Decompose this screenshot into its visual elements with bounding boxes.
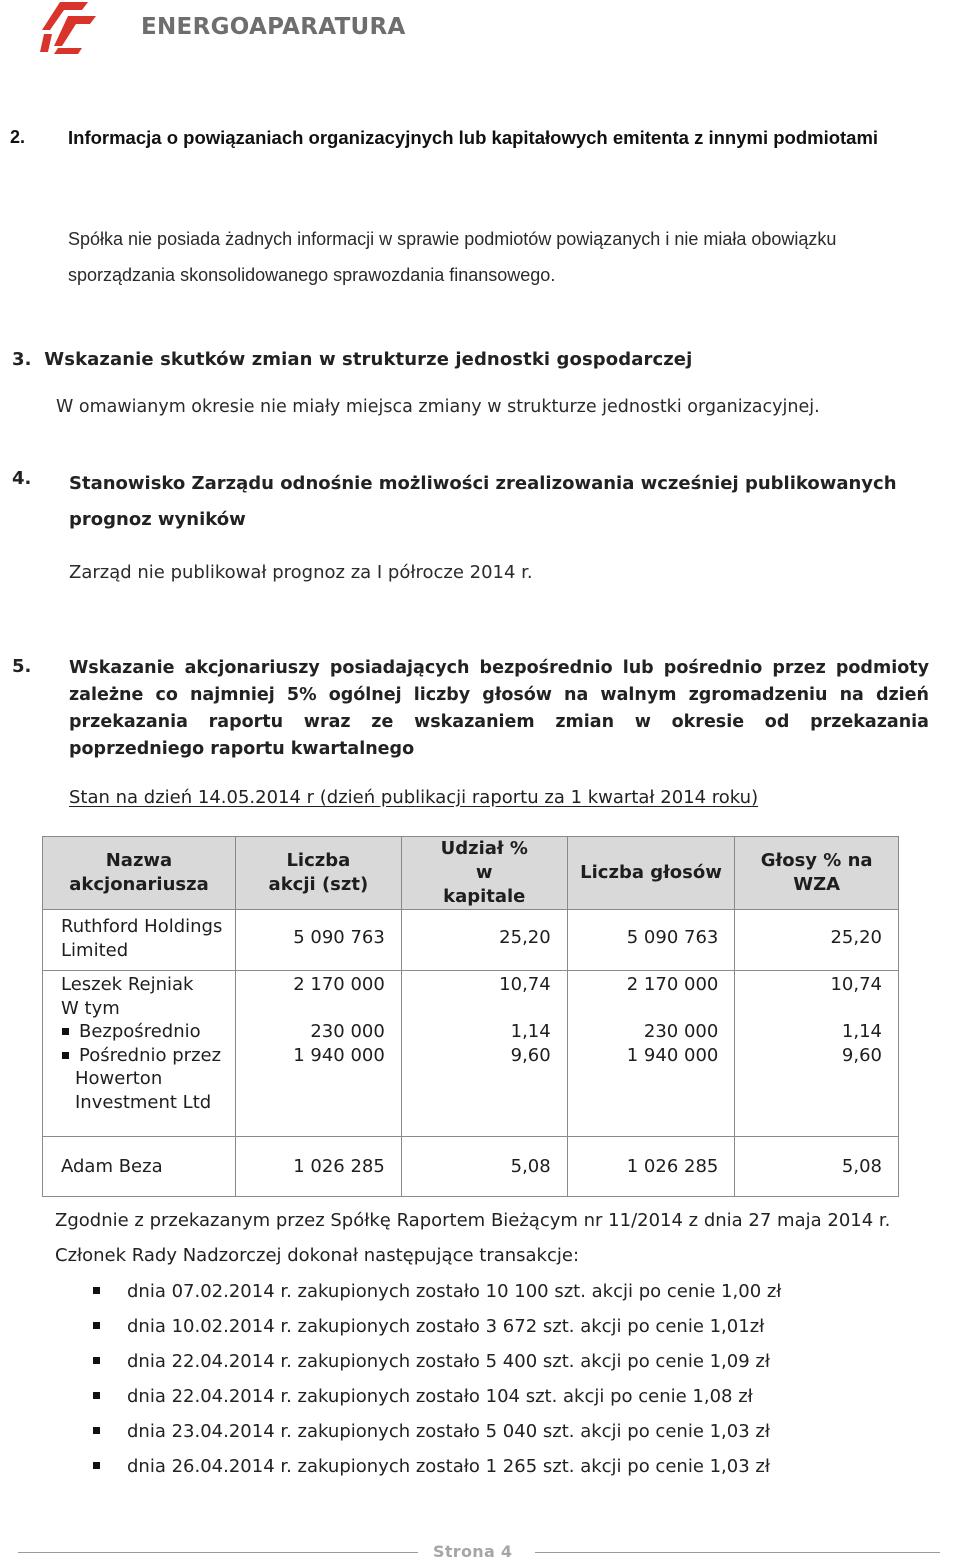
indirect-entity-name: Howerton [75,1068,163,1089]
col-header-shares: Liczba akcji (szt) [235,837,401,910]
footer-divider-left [18,1552,418,1553]
transaction-text: dnia 22.04.2014 r. zakupionych zostało 104 szt. akcji po cenie 1,08 zł [127,1386,753,1407]
logo-mark-icon [38,0,98,56]
shares-total: 2 170 000 [293,974,385,995]
indirect-holding-label: Pośrednio przez [61,1044,229,1068]
section4-heading: Stanowisko Zarządu odnośnie możliwości zrealizowania wcześniej publikowanych prognoz wyników [69,473,897,530]
capital-indirect: 9,60 [510,1044,551,1066]
votes-indirect: 1 940 000 [626,1044,719,1066]
footer-divider-right [535,1552,940,1553]
col-header-votes-pct: Głosy % na WZA [735,837,899,910]
votes-pct-direct: 1,14 [841,1021,882,1042]
transaction-text: dnia 26.04.2014 r. zakupionych zostało 1 265 szt. akcji po cenie 1,03 zł [127,1456,770,1477]
shares-direct: 230 000 [310,1021,385,1042]
votes-pct-cell [735,971,899,1137]
col-header-name: Nazwa akcjonariusza [43,837,236,910]
page-number: Strona 4 [433,1542,513,1561]
company-logo [38,0,406,56]
section4-paragraph: Zarząd nie publikował prognoz za I półrocze 2014 r. [69,562,533,583]
votes-pct-cell: 25,20 [735,910,899,971]
votes-direct: 230 000 [643,1021,719,1042]
list-item [93,1281,781,1302]
table-row [43,971,899,1137]
list-item [93,1351,770,1372]
logo-wordmark: ENERGOAPARATURA [141,14,406,40]
capital-cell: 25,20 [401,910,567,971]
capital-cell: 5,08 [401,1137,567,1197]
indirect-entity-name-cont: Investment Ltd [75,1091,212,1113]
capital-cell [401,971,567,1137]
votes-pct-total: 10,74 [830,974,882,995]
section5-number: 5. [12,656,32,677]
votes-cell: 5 090 763 [567,910,735,971]
section2-number: 2. [10,127,26,147]
list-item [93,1386,753,1407]
bullet-square-icon [93,1427,100,1434]
shareholder-name-cell [43,910,236,971]
shares-cell: 1 026 285 [235,1137,401,1197]
shares-cell: 5 090 763 [235,910,401,971]
shareholder-name-cell: Adam Beza [43,1137,236,1197]
table-row [43,1137,899,1197]
table-header-row [43,837,899,910]
bullet-square-icon [93,1322,100,1329]
state-date-note: Stan na dzień 14.05.2014 r (dzień publikacji raportu za 1 kwartał 2014 roku) [69,787,759,808]
section5-heading: Wskazanie akcjonariuszy posiadających bezpośrednio lub pośrednio przez podmioty zależne co najmniej 5% ogólnej liczby głosów na walnym zgromadzeniu na dzień przekazania raportu wraz ze wskazaniem zmian w okresie od przekazania poprzedniego raportu kwartalnego [69,658,929,759]
table-row [43,910,899,971]
list-item [93,1421,770,1442]
shareholder-name-cell [43,971,236,1137]
list-item [93,1456,770,1477]
votes-total: 2 170 000 [626,974,719,995]
capital-direct: 1,14 [510,1021,551,1042]
of-which-label: W tym [61,997,120,1019]
transaction-text: dnia 10.02.2014 r. zakupionych zostało 3 672 szt. akcji po cenie 1,01zł [127,1316,765,1337]
section4-number: 4. [12,468,32,489]
direct-holding-label: Bezpośrednio [61,1020,229,1044]
shareholders-table [42,836,899,1197]
section3-heading: 3. Wskazanie skutków zmian w strukturze jednostki gospodarczej [12,349,693,370]
votes-cell [567,971,735,1137]
section2-paragraph: Spółka nie posiada żadnych informacji w sprawie podmiotów powiązanych i nie miała obowiązku sporządzania skonsolidowanego sprawozdania finansowego. [68,229,837,285]
section3-paragraph: W omawianym okresie nie miały miejsca zmiany w strukturze jednostki organizacyjnej. [56,397,820,417]
col-header-capital: Udział % w kapitale [401,837,567,910]
transaction-text: dnia 22.04.2014 r. zakupionych zostało 5 400 szt. akcji po cenie 1,09 zł [127,1351,770,1372]
list-item [93,1316,764,1337]
shares-cell [235,971,401,1137]
report-reference-text: Zgodnie z przekazanym przez Spółkę Raportem Bieżącym nr 11/2014 z dnia 27 maja 2014 r. [55,1210,891,1231]
shareholder-name: Leszek Rejniak [61,974,194,995]
bullet-square-icon [93,1392,100,1399]
capital-total: 10,74 [499,974,551,995]
transactions-intro-text: Członek Rady Nadzorczej dokonał następujące transakcje: [55,1245,580,1266]
shareholder-name: Ruthford Holdings [61,916,223,937]
transaction-text: dnia 07.02.2014 r. zakupionych zostało 10 100 szt. akcji po cenie 1,00 zł [127,1281,782,1302]
votes-cell: 1 026 285 [567,1137,735,1197]
shares-indirect: 1 940 000 [293,1044,385,1066]
bullet-square-icon [93,1462,100,1469]
votes-pct-cell: 5,08 [735,1137,899,1197]
col-header-votes: Liczba głosów [567,837,735,910]
votes-pct-indirect: 9,60 [841,1044,882,1066]
transaction-text: dnia 23.04.2014 r. zakupionych zostało 5 040 szt. akcji po cenie 1,03 zł [127,1421,770,1442]
bullet-square-icon [93,1287,100,1294]
section2-heading: Informacja o powiązaniach organizacyjnych lub kapitałowych emitenta z innymi podmiotami [68,127,879,148]
shareholder-name-cont: Limited [61,939,129,961]
bullet-square-icon [93,1357,100,1364]
